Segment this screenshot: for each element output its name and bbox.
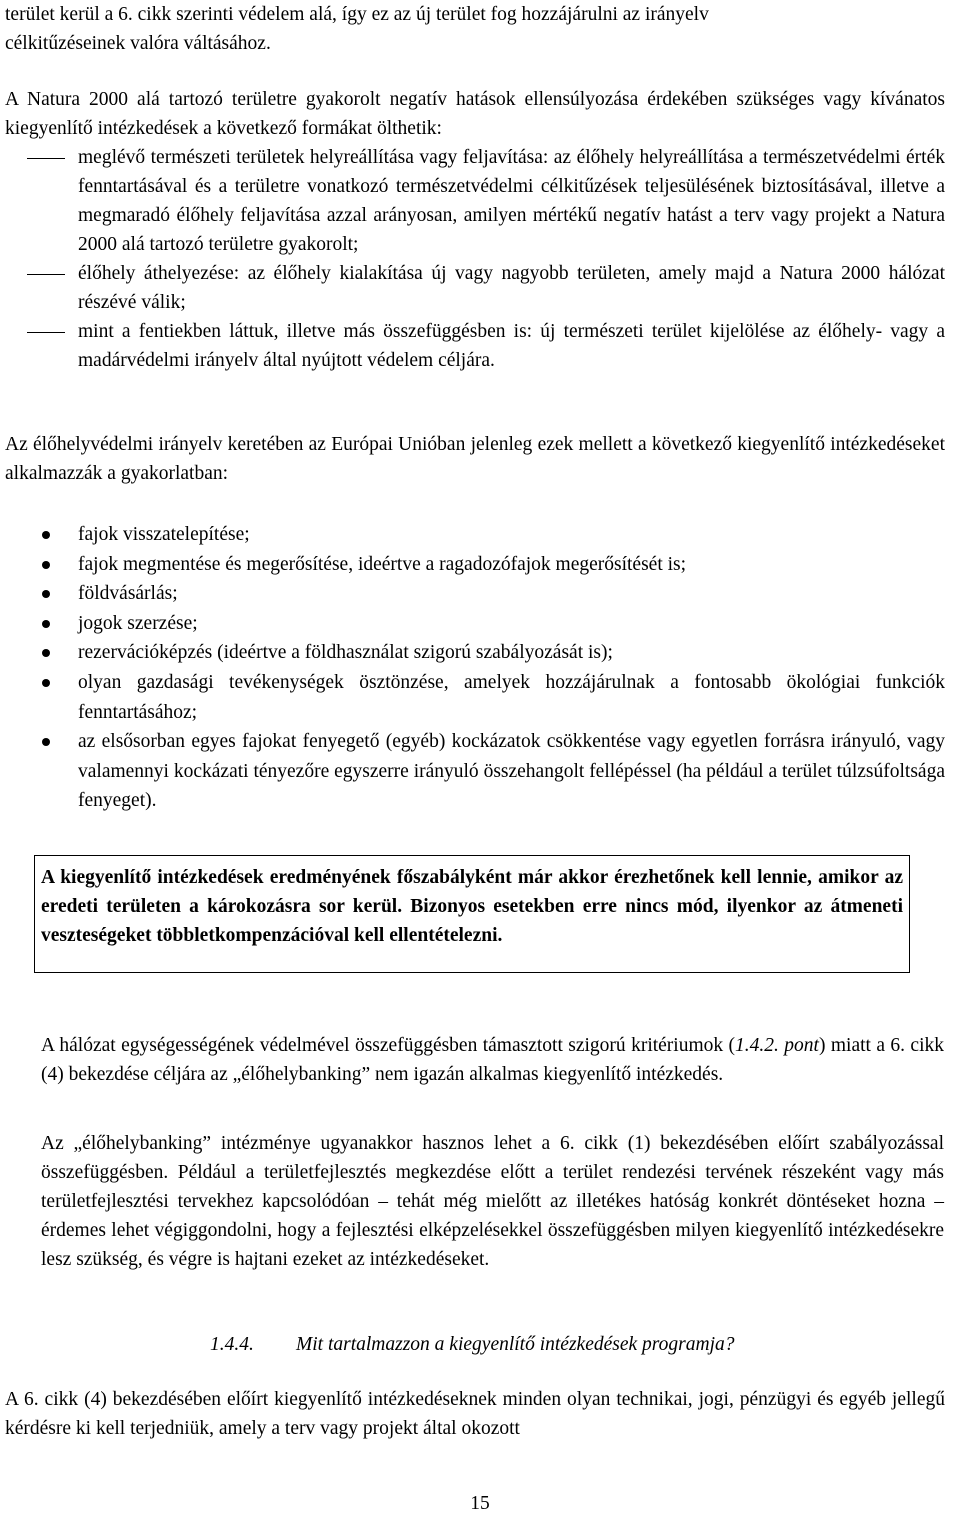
paragraph-final: A 6. cikk (4) bekezdésében előírt kiegyenlítő intézkedéseknek minden olyan technikai, jogi, pénzügyi és egyéb jellegű kérdésre ki kell terjedniük, amely a terv vagy projekt által okozott: [5, 1389, 945, 1439]
section-heading: [210, 1330, 735, 1359]
highlight-text: A kiegyenlítő intézkedések eredményének főszabályként már akkor érezhetőnek kell lennie, amikor az eredeti területen a károkozásra sor kerül. Bizonyos esetekben erre nincs mód, ilyenkor az átmeneti veszteségeket többletkompenzációval kell ellentételezni.: [41, 867, 903, 946]
bullet-icon: [42, 679, 50, 687]
list-item: az elsősorban egyes fajokat fenyegető (egyéb) kockázatok csökkentése vagy egyetlen forrásra irányuló, vagy valamennyi kockázati tényezőre egyszerre irányuló összehangolt fellépéssel (ha például a terület túlzsúfoltsága fenyeget).: [5, 727, 945, 816]
intro-line-1: terület kerül a 6. cikk szerinti védelem alá, így ez az új terület fog hozzájárulni az irányelv: [5, 4, 709, 25]
paragraph-network: A hálózat egységességének védelmével összefüggésben támasztott szigorú kritériumok (1.4.2. pont) miatt a 6. cikk (4) bekezdése céljára az „élőhelybanking” nem igazán alkalmas kiegyenlítő intézkedés.: [41, 1035, 944, 1085]
section-reference: 1.4.2. pont: [735, 1035, 819, 1056]
bullet-list: [5, 520, 945, 816]
section-title: Mit tartalmazzon a kiegyenlítő intézkedések programja?: [296, 1334, 735, 1355]
paragraph-eu: Az élőhelyvédelmi irányelv keretében az Európai Unióban jelenleg ezek mellett a következő kiegyenlítő intézkedéseket alkalmazzák a gyakorlatban:: [5, 434, 945, 484]
bullet-icon: [42, 620, 50, 628]
list-item: fajok visszatelepítése;: [5, 520, 945, 550]
dash-list: [5, 143, 945, 375]
bullet-icon: [42, 531, 50, 539]
section-number: 1.4.4.: [210, 1334, 254, 1355]
list-item: rezervációképzés (ideértve a földhasználat szigorú szabályozását is);: [5, 638, 945, 668]
bullet-icon: [42, 649, 50, 657]
page-number: 15: [470, 1493, 490, 1514]
paragraph-banking: Az „élőhelybanking” intézménye ugyanakkor hasznos lehet a 6. cikk (1) bekezdésében előírt szabályozással összefüggésben. Például a területfejlesztés megkezdése előtt a terület rendezési tervének részeként vagy más területfejlesztési tervekhez kapcsolódóan – tehát még mielőtt az illetékes hatóság konkrét döntéseket hozna – érdemes lehet végiggondolni, hogy a fejlesztési elképzelésekkel összefüggésben milyen kiegyenlítő intézkedésekre lesz szükség, és végre is hajtani ezeket az intézkedéseket.: [41, 1133, 944, 1270]
list-item: olyan gazdasági tevékenységek ösztönzése, amelyek hozzájárulnak a fontosabb ökológiai funkciók fenntartásához;: [5, 668, 945, 727]
list-item: élőhely áthelyezése: az élőhely kialakítása új vagy nagyobb területen, amely majd a Natura 2000 hálózat részévé válik;: [78, 263, 945, 313]
bullet-icon: [42, 738, 50, 746]
list-item: fajok megmentése és megerősítése, ideértve a ragadozófajok megerősítését is;: [5, 550, 945, 580]
list-item: földvásárlás;: [5, 579, 945, 609]
paragraph-natura: A Natura 2000 alá tartozó területre gyakorolt negatív hatások ellensúlyozása érdekében szükséges vagy kívánatos kiegyenlítő intézkedések a következő formákat ölthetik:: [5, 89, 945, 139]
highlight-box: [34, 855, 910, 973]
bullet-icon: [42, 590, 50, 598]
list-item: jogok szerzése;: [5, 609, 945, 639]
list-item: meglévő természeti területek helyreállítása vagy feljavítása: az élőhely helyreállítása a természetvédelmi érték fenntartásával és a területre vonatkozó természetvédelmi célkitűzések teljesülésének biztosításával, illetve a megmaradó élőhely feljavítása azzal arányosan, amilyen mértékű negatív hatást a terv vagy projekt a Natura 2000 alá tartozó területre gyakorolt;: [78, 147, 945, 255]
bullet-icon: [42, 561, 50, 569]
intro-line-2: célkitűzéseinek valóra váltásához.: [5, 33, 271, 54]
list-item: mint a fentiekben láttuk, illetve más összefüggésben is: új természeti terület kijelölése az élőhely- vagy a madárvédelmi irányelv által nyújtott védelem céljára.: [78, 321, 945, 371]
